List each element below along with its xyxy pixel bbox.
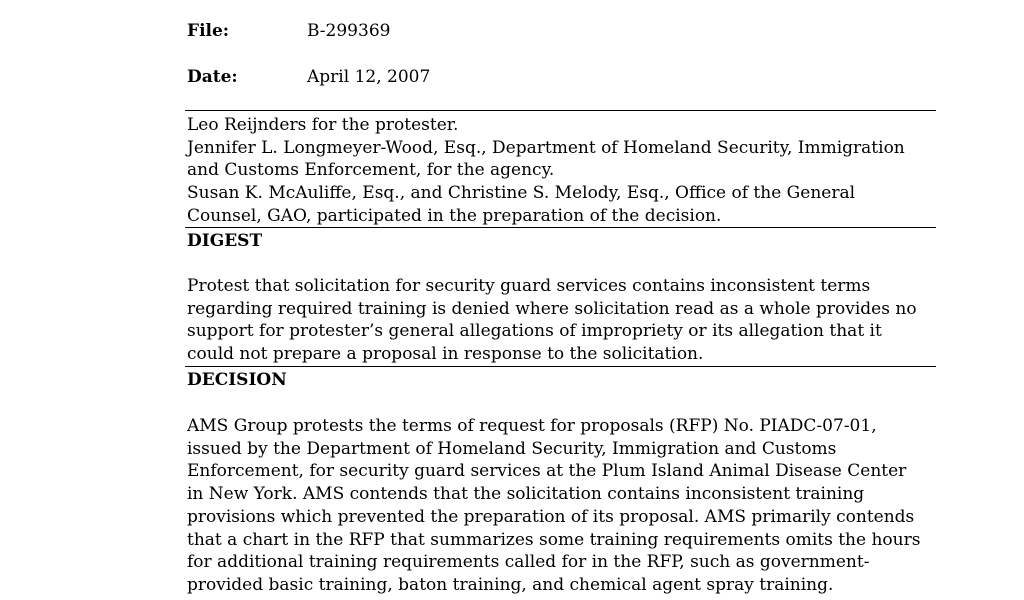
counsel-block — [187, 114, 947, 228]
decision-text — [187, 415, 947, 597]
decision-heading: DECISION — [187, 370, 287, 390]
file-number: B-299369 — [307, 21, 391, 41]
file-row — [187, 21, 390, 41]
decision-line: for additional training requirements called for in the RFP, such as government- — [187, 552, 870, 573]
decision-date: April 12, 2007 — [307, 67, 431, 87]
digest-line: regarding required training is denied where solicitation read as a whole provides no — [187, 298, 917, 319]
date-label: Date: — [187, 67, 238, 87]
digest-heading: DIGEST — [187, 231, 263, 251]
counsel-line: Counsel, GAO, participated in the preparation of the decision. — [187, 205, 722, 226]
divider-top — [185, 110, 936, 111]
counsel-line: and Customs Enforcement, for the agency. — [187, 160, 555, 181]
decision-line: issued by the Department of Homeland Security, Immigration and Customs — [187, 438, 837, 459]
digest-line: could not prepare a proposal in response to the solicitation. — [187, 344, 704, 365]
file-label: File: — [187, 21, 230, 41]
decision-line: in New York. AMS contends that the solicitation contains inconsistent training — [187, 484, 865, 505]
counsel-line: Leo Reijnders for the protester. — [187, 115, 459, 135]
decision-line: provisions which prevented the preparation of its proposal. AMS primarily contends — [187, 506, 915, 527]
digest-line: Protest that solicitation for security guard services contains inconsistent terms — [187, 276, 871, 296]
divider-digest — [185, 227, 936, 228]
date-row — [187, 67, 430, 87]
digest-line: support for protester’s general allegations of impropriety or its allegation that it — [187, 321, 882, 342]
counsel-line: Jennifer L. Longmeyer-Wood, Esq., Department of Homeland Security, Immigration — [187, 137, 905, 158]
decision-line: provided basic training, baton training, and chemical agent spray training. — [187, 574, 834, 595]
decision-line: Enforcement, for security guard services at the Plum Island Animal Disease Center — [187, 461, 907, 482]
decision-line: that a chart in the RFP that summarizes some training requirements omits the hours — [187, 529, 921, 550]
divider-decision — [185, 366, 936, 367]
digest-text — [187, 275, 947, 366]
counsel-line: Susan K. McAuliffe, Esq., and Christine S. Melody, Esq., Office of the General — [187, 183, 856, 204]
decision-line: AMS Group protests the terms of request for proposals (RFP) No. PIADC-07-01, — [187, 416, 877, 436]
